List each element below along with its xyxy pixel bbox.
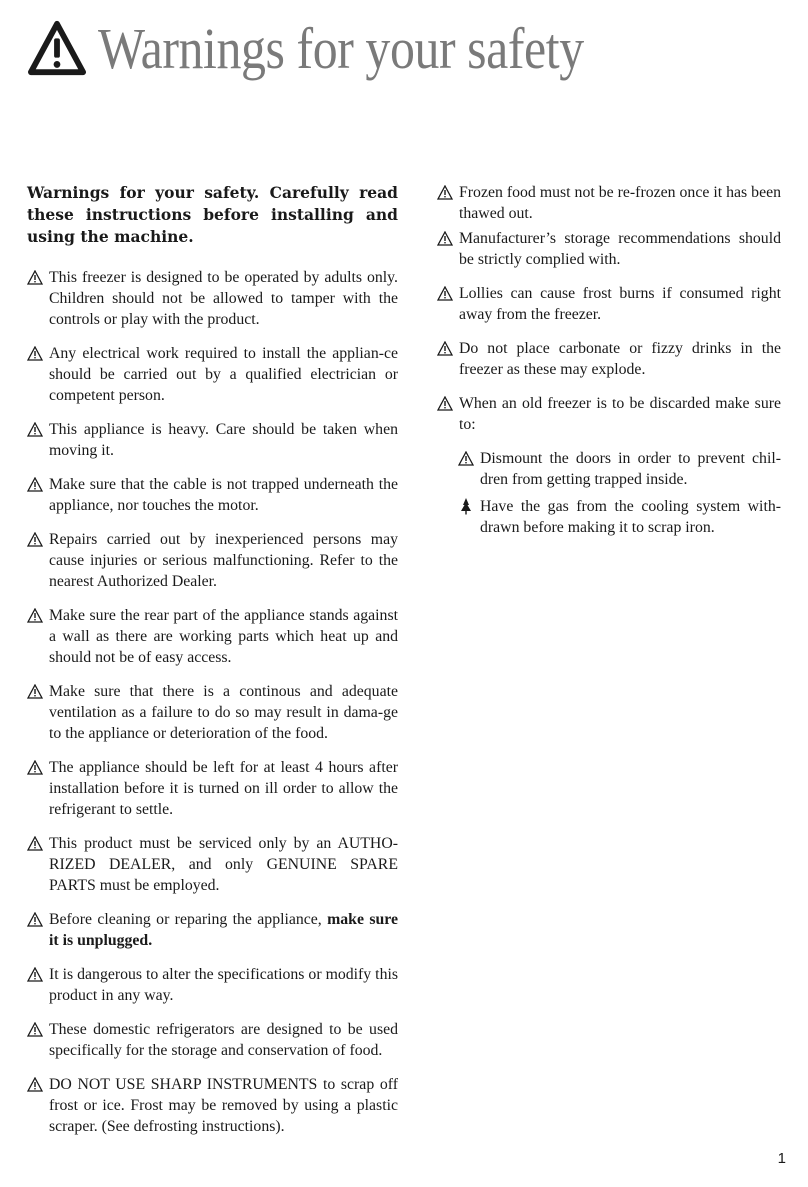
warning-item-text: Make sure that there is a continous and adequate ventilation as a failure to do so may result in dama-ge to the appliance or deterioration of the food. bbox=[49, 683, 398, 742]
warning-item-text: Have the gas from the cooling system with-drawn before making it to scrap iron. bbox=[480, 498, 781, 536]
warning-triangle-icon bbox=[437, 341, 453, 356]
warning-triangle-icon bbox=[437, 396, 453, 411]
warning-item bbox=[27, 1074, 398, 1137]
discard-sub-item bbox=[458, 496, 781, 538]
warning-item-text: This product must be serviced only by an AUTHO-RIZED DEALER, and only GENUINE SPARE PARTS must be employed. bbox=[49, 835, 398, 894]
warning-triangle-icon bbox=[458, 451, 474, 466]
warning-triangle-icon bbox=[27, 422, 43, 437]
warning-item bbox=[437, 228, 781, 270]
warning-item-text: This appliance is heavy. Care should be taken when moving it. bbox=[49, 421, 398, 459]
warning-triangle-icon bbox=[437, 231, 453, 246]
warning-item-text: This freezer is designed to be operated by adults only. Children should not be allowed to tamper with the controls or play with the product. bbox=[49, 269, 398, 328]
warning-item bbox=[27, 1019, 398, 1061]
warning-item bbox=[27, 343, 398, 406]
intro-text: Warnings for your safety. Carefully read these instructions before installing and using the machine. bbox=[27, 183, 398, 246]
warning-item bbox=[27, 267, 398, 330]
warning-item-unplug bbox=[27, 909, 398, 951]
page-title: Warnings for your safety bbox=[98, 15, 584, 81]
warning-triangle-icon bbox=[27, 532, 43, 547]
warning-triangle-icon bbox=[27, 346, 43, 361]
discard-sub-list bbox=[437, 448, 781, 538]
warning-item bbox=[437, 393, 781, 435]
tree-icon bbox=[458, 497, 474, 515]
warning-item-text: Before cleaning or reparing the appliance, bbox=[49, 911, 322, 928]
warning-triangle-icon bbox=[437, 185, 453, 200]
warning-item bbox=[27, 529, 398, 592]
warning-triangle-icon bbox=[27, 270, 43, 285]
warning-item-text: Repairs carried out by inexperienced persons may cause injuries or serious malfunctioning. Refer to the nearest Authorized Dealer. bbox=[49, 531, 398, 590]
warning-item bbox=[437, 182, 781, 224]
warning-triangle-icon bbox=[27, 760, 43, 775]
warning-item bbox=[27, 833, 398, 896]
warning-item-text: It is dangerous to alter the specifications or modify this product in any way. bbox=[49, 966, 398, 1004]
warning-item-text: Make sure the rear part of the appliance stands against a wall as there are working parts which heat up and should not be of easy access. bbox=[49, 607, 398, 666]
warning-item-text: Make sure that the cable is not trapped underneath the appliance, nor touches the motor. bbox=[49, 476, 398, 514]
warning-item-bold-text: make sure it is unplugged. bbox=[49, 911, 398, 949]
warning-item bbox=[27, 419, 398, 461]
warning-triangle-icon bbox=[27, 608, 43, 623]
warning-item-text: Manufacturer’s storage recommendations should be strictly complied with. bbox=[459, 230, 781, 268]
warning-item bbox=[437, 338, 781, 380]
warning-item bbox=[27, 605, 398, 668]
warning-item-text: Lollies can cause frost burns if consumed right away from the freezer. bbox=[459, 285, 781, 323]
warning-triangle-icon bbox=[27, 477, 43, 492]
warning-item-text: Dismount the doors in order to prevent chil-dren from getting trapped inside. bbox=[480, 450, 781, 488]
warning-item-text: Do not place carbonate or fizzy drinks in the freezer as these may explode. bbox=[459, 340, 781, 378]
warning-triangle-icon bbox=[27, 684, 43, 699]
page-number: 1 bbox=[777, 1150, 786, 1167]
warning-list-left-continued bbox=[27, 964, 398, 1137]
warning-item-text: Frozen food must not be re-frozen once it has been thawed out. bbox=[459, 184, 781, 222]
warning-list-right bbox=[437, 182, 781, 435]
discard-sub-item bbox=[458, 448, 781, 490]
warning-item-text: The appliance should be left for at least 4 hours after installation before it is turned on ill order to allow the refrigerant to settle. bbox=[49, 759, 398, 818]
warning-triangle-icon bbox=[27, 836, 43, 851]
left-column bbox=[27, 182, 398, 1150]
warning-item bbox=[27, 474, 398, 516]
warning-triangle-icon bbox=[27, 1077, 43, 1092]
warning-triangle-icon bbox=[27, 912, 43, 927]
warning-item bbox=[27, 964, 398, 1006]
warning-item-text: DO NOT USE SHARP INSTRUMENTS to scrap off frost or ice. Frost may be removed by using a plastic scraper. (See defrosting instructions). bbox=[49, 1076, 398, 1135]
warning-item-text: Any electrical work required to install the applian-ce should be carried out by a qualified electrician or competent person. bbox=[49, 345, 398, 404]
page-header bbox=[28, 8, 663, 88]
warning-item bbox=[437, 283, 781, 325]
warning-triangle-icon bbox=[28, 19, 86, 77]
warning-item-text: These domestic refrigerators are designed to be used specifically for the storage and conservation of food. bbox=[49, 1021, 398, 1059]
right-column bbox=[437, 182, 781, 544]
warning-item-text: When an old freezer is to be discarded make sure to: bbox=[459, 395, 781, 433]
warning-triangle-icon bbox=[27, 967, 43, 982]
warning-item bbox=[27, 757, 398, 820]
warning-list-left bbox=[27, 267, 398, 896]
warning-triangle-icon bbox=[437, 286, 453, 301]
warning-item bbox=[27, 681, 398, 744]
warning-triangle-icon bbox=[27, 1022, 43, 1037]
